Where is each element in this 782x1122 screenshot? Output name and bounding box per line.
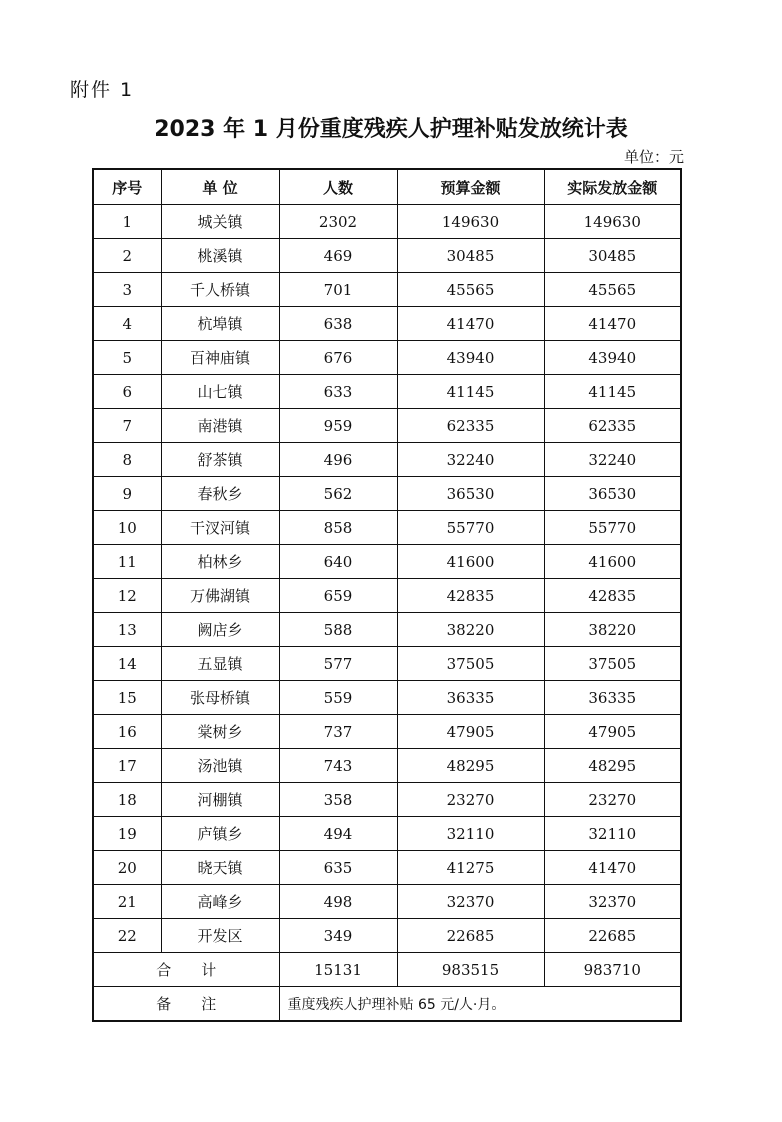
row-budget: 62335 xyxy=(397,409,544,443)
row-unit: 阙店乡 xyxy=(161,613,279,647)
row-unit: 开发区 xyxy=(161,919,279,953)
table-row xyxy=(93,273,681,307)
row-budget: 37505 xyxy=(397,647,544,681)
document-title: 2023 年 1 月份重度残疾人护理补贴发放统计表 xyxy=(154,117,628,142)
row-budget: 32110 xyxy=(397,817,544,851)
row-unit: 桃溪镇 xyxy=(161,239,279,273)
row-people: 496 xyxy=(279,443,397,477)
subsidy-table xyxy=(92,168,682,1022)
remark-label: 备注 xyxy=(93,987,279,1022)
row-budget: 42835 xyxy=(397,579,544,613)
row-unit: 河棚镇 xyxy=(161,783,279,817)
attachment-label: 附件 1 xyxy=(70,79,135,101)
row-budget: 32370 xyxy=(397,885,544,919)
row-index: 13 xyxy=(93,613,161,647)
table-row xyxy=(93,307,681,341)
row-people: 358 xyxy=(279,783,397,817)
total-label: 合计 xyxy=(93,953,279,987)
row-unit: 晓天镇 xyxy=(161,851,279,885)
row-people: 737 xyxy=(279,715,397,749)
row-people: 494 xyxy=(279,817,397,851)
row-budget: 47905 xyxy=(397,715,544,749)
row-unit: 南港镇 xyxy=(161,409,279,443)
row-unit: 汤池镇 xyxy=(161,749,279,783)
row-actual: 23270 xyxy=(544,783,681,817)
row-actual: 42835 xyxy=(544,579,681,613)
total-actual: 983710 xyxy=(544,953,681,987)
row-budget: 41470 xyxy=(397,307,544,341)
row-actual: 36530 xyxy=(544,477,681,511)
row-unit: 柏林乡 xyxy=(161,545,279,579)
row-budget: 36530 xyxy=(397,477,544,511)
row-actual: 36335 xyxy=(544,681,681,715)
row-people: 640 xyxy=(279,545,397,579)
total-row xyxy=(93,953,681,987)
row-actual: 30485 xyxy=(544,239,681,273)
header-unit: 单 位 xyxy=(161,169,279,205)
table-row xyxy=(93,851,681,885)
row-actual: 41600 xyxy=(544,545,681,579)
row-index: 21 xyxy=(93,885,161,919)
row-index: 1 xyxy=(93,205,161,239)
row-actual: 41145 xyxy=(544,375,681,409)
table-row xyxy=(93,613,681,647)
table-row xyxy=(93,239,681,273)
row-people: 588 xyxy=(279,613,397,647)
row-index: 15 xyxy=(93,681,161,715)
table-row xyxy=(93,919,681,953)
row-actual: 149630 xyxy=(544,205,681,239)
table-row xyxy=(93,647,681,681)
row-unit: 舒茶镇 xyxy=(161,443,279,477)
table-row xyxy=(93,545,681,579)
table-row xyxy=(93,817,681,851)
row-unit: 城关镇 xyxy=(161,205,279,239)
row-actual: 41470 xyxy=(544,851,681,885)
row-index: 4 xyxy=(93,307,161,341)
row-unit: 庐镇乡 xyxy=(161,817,279,851)
row-budget: 22685 xyxy=(397,919,544,953)
table-row xyxy=(93,885,681,919)
row-unit: 棠树乡 xyxy=(161,715,279,749)
row-budget: 45565 xyxy=(397,273,544,307)
row-people: 635 xyxy=(279,851,397,885)
table-row xyxy=(93,205,681,239)
table-body xyxy=(93,205,681,953)
row-actual: 43940 xyxy=(544,341,681,375)
row-index: 10 xyxy=(93,511,161,545)
row-people: 559 xyxy=(279,681,397,715)
row-index: 14 xyxy=(93,647,161,681)
row-budget: 32240 xyxy=(397,443,544,477)
row-actual: 45565 xyxy=(544,273,681,307)
table-header-row xyxy=(93,169,681,205)
row-budget: 23270 xyxy=(397,783,544,817)
row-budget: 43940 xyxy=(397,341,544,375)
row-people: 959 xyxy=(279,409,397,443)
table-row xyxy=(93,375,681,409)
row-actual: 37505 xyxy=(544,647,681,681)
row-actual: 62335 xyxy=(544,409,681,443)
row-people: 469 xyxy=(279,239,397,273)
row-unit: 千人桥镇 xyxy=(161,273,279,307)
unit-label: 单位：元 xyxy=(623,148,684,166)
table-row xyxy=(93,409,681,443)
row-people: 2302 xyxy=(279,205,397,239)
row-index: 11 xyxy=(93,545,161,579)
row-budget: 55770 xyxy=(397,511,544,545)
row-budget: 36335 xyxy=(397,681,544,715)
row-index: 9 xyxy=(93,477,161,511)
table-row xyxy=(93,443,681,477)
table-row xyxy=(93,783,681,817)
total-people: 15131 xyxy=(279,953,397,987)
row-people: 701 xyxy=(279,273,397,307)
row-actual: 32370 xyxy=(544,885,681,919)
table-row xyxy=(93,341,681,375)
row-unit: 张母桥镇 xyxy=(161,681,279,715)
row-index: 3 xyxy=(93,273,161,307)
row-unit: 春秋乡 xyxy=(161,477,279,511)
total-budget: 983515 xyxy=(397,953,544,987)
row-index: 19 xyxy=(93,817,161,851)
row-budget: 149630 xyxy=(397,205,544,239)
row-people: 638 xyxy=(279,307,397,341)
row-people: 562 xyxy=(279,477,397,511)
row-actual: 38220 xyxy=(544,613,681,647)
row-unit: 万佛湖镇 xyxy=(161,579,279,613)
row-actual: 32110 xyxy=(544,817,681,851)
row-index: 6 xyxy=(93,375,161,409)
table-row xyxy=(93,511,681,545)
row-budget: 41600 xyxy=(397,545,544,579)
row-budget: 41145 xyxy=(397,375,544,409)
row-people: 577 xyxy=(279,647,397,681)
row-budget: 30485 xyxy=(397,239,544,273)
row-unit: 干汊河镇 xyxy=(161,511,279,545)
row-index: 18 xyxy=(93,783,161,817)
row-index: 17 xyxy=(93,749,161,783)
row-unit: 高峰乡 xyxy=(161,885,279,919)
row-unit: 山七镇 xyxy=(161,375,279,409)
table-row xyxy=(93,477,681,511)
header-budget: 预算金额 xyxy=(397,169,544,205)
row-unit: 五显镇 xyxy=(161,647,279,681)
row-actual: 48295 xyxy=(544,749,681,783)
table-row xyxy=(93,681,681,715)
row-actual: 41470 xyxy=(544,307,681,341)
remark-text: 重度残疾人护理补贴 65 元/人·月。 xyxy=(279,987,681,1022)
row-actual: 22685 xyxy=(544,919,681,953)
row-actual: 47905 xyxy=(544,715,681,749)
row-index: 20 xyxy=(93,851,161,885)
remark-row xyxy=(93,987,681,1022)
row-people: 676 xyxy=(279,341,397,375)
header-people: 人数 xyxy=(279,169,397,205)
row-budget: 41275 xyxy=(397,851,544,885)
row-people: 498 xyxy=(279,885,397,919)
row-budget: 38220 xyxy=(397,613,544,647)
row-people: 858 xyxy=(279,511,397,545)
row-unit: 杭埠镇 xyxy=(161,307,279,341)
row-unit: 百神庙镇 xyxy=(161,341,279,375)
row-index: 12 xyxy=(93,579,161,613)
row-index: 5 xyxy=(93,341,161,375)
table-row xyxy=(93,579,681,613)
row-index: 8 xyxy=(93,443,161,477)
row-index: 22 xyxy=(93,919,161,953)
row-people: 743 xyxy=(279,749,397,783)
row-budget: 48295 xyxy=(397,749,544,783)
table-row xyxy=(93,715,681,749)
row-people: 633 xyxy=(279,375,397,409)
row-people: 659 xyxy=(279,579,397,613)
header-index: 序号 xyxy=(93,169,161,205)
row-actual: 55770 xyxy=(544,511,681,545)
table-row xyxy=(93,749,681,783)
row-index: 2 xyxy=(93,239,161,273)
row-index: 16 xyxy=(93,715,161,749)
header-actual: 实际发放金额 xyxy=(544,169,681,205)
row-people: 349 xyxy=(279,919,397,953)
row-actual: 32240 xyxy=(544,443,681,477)
row-index: 7 xyxy=(93,409,161,443)
